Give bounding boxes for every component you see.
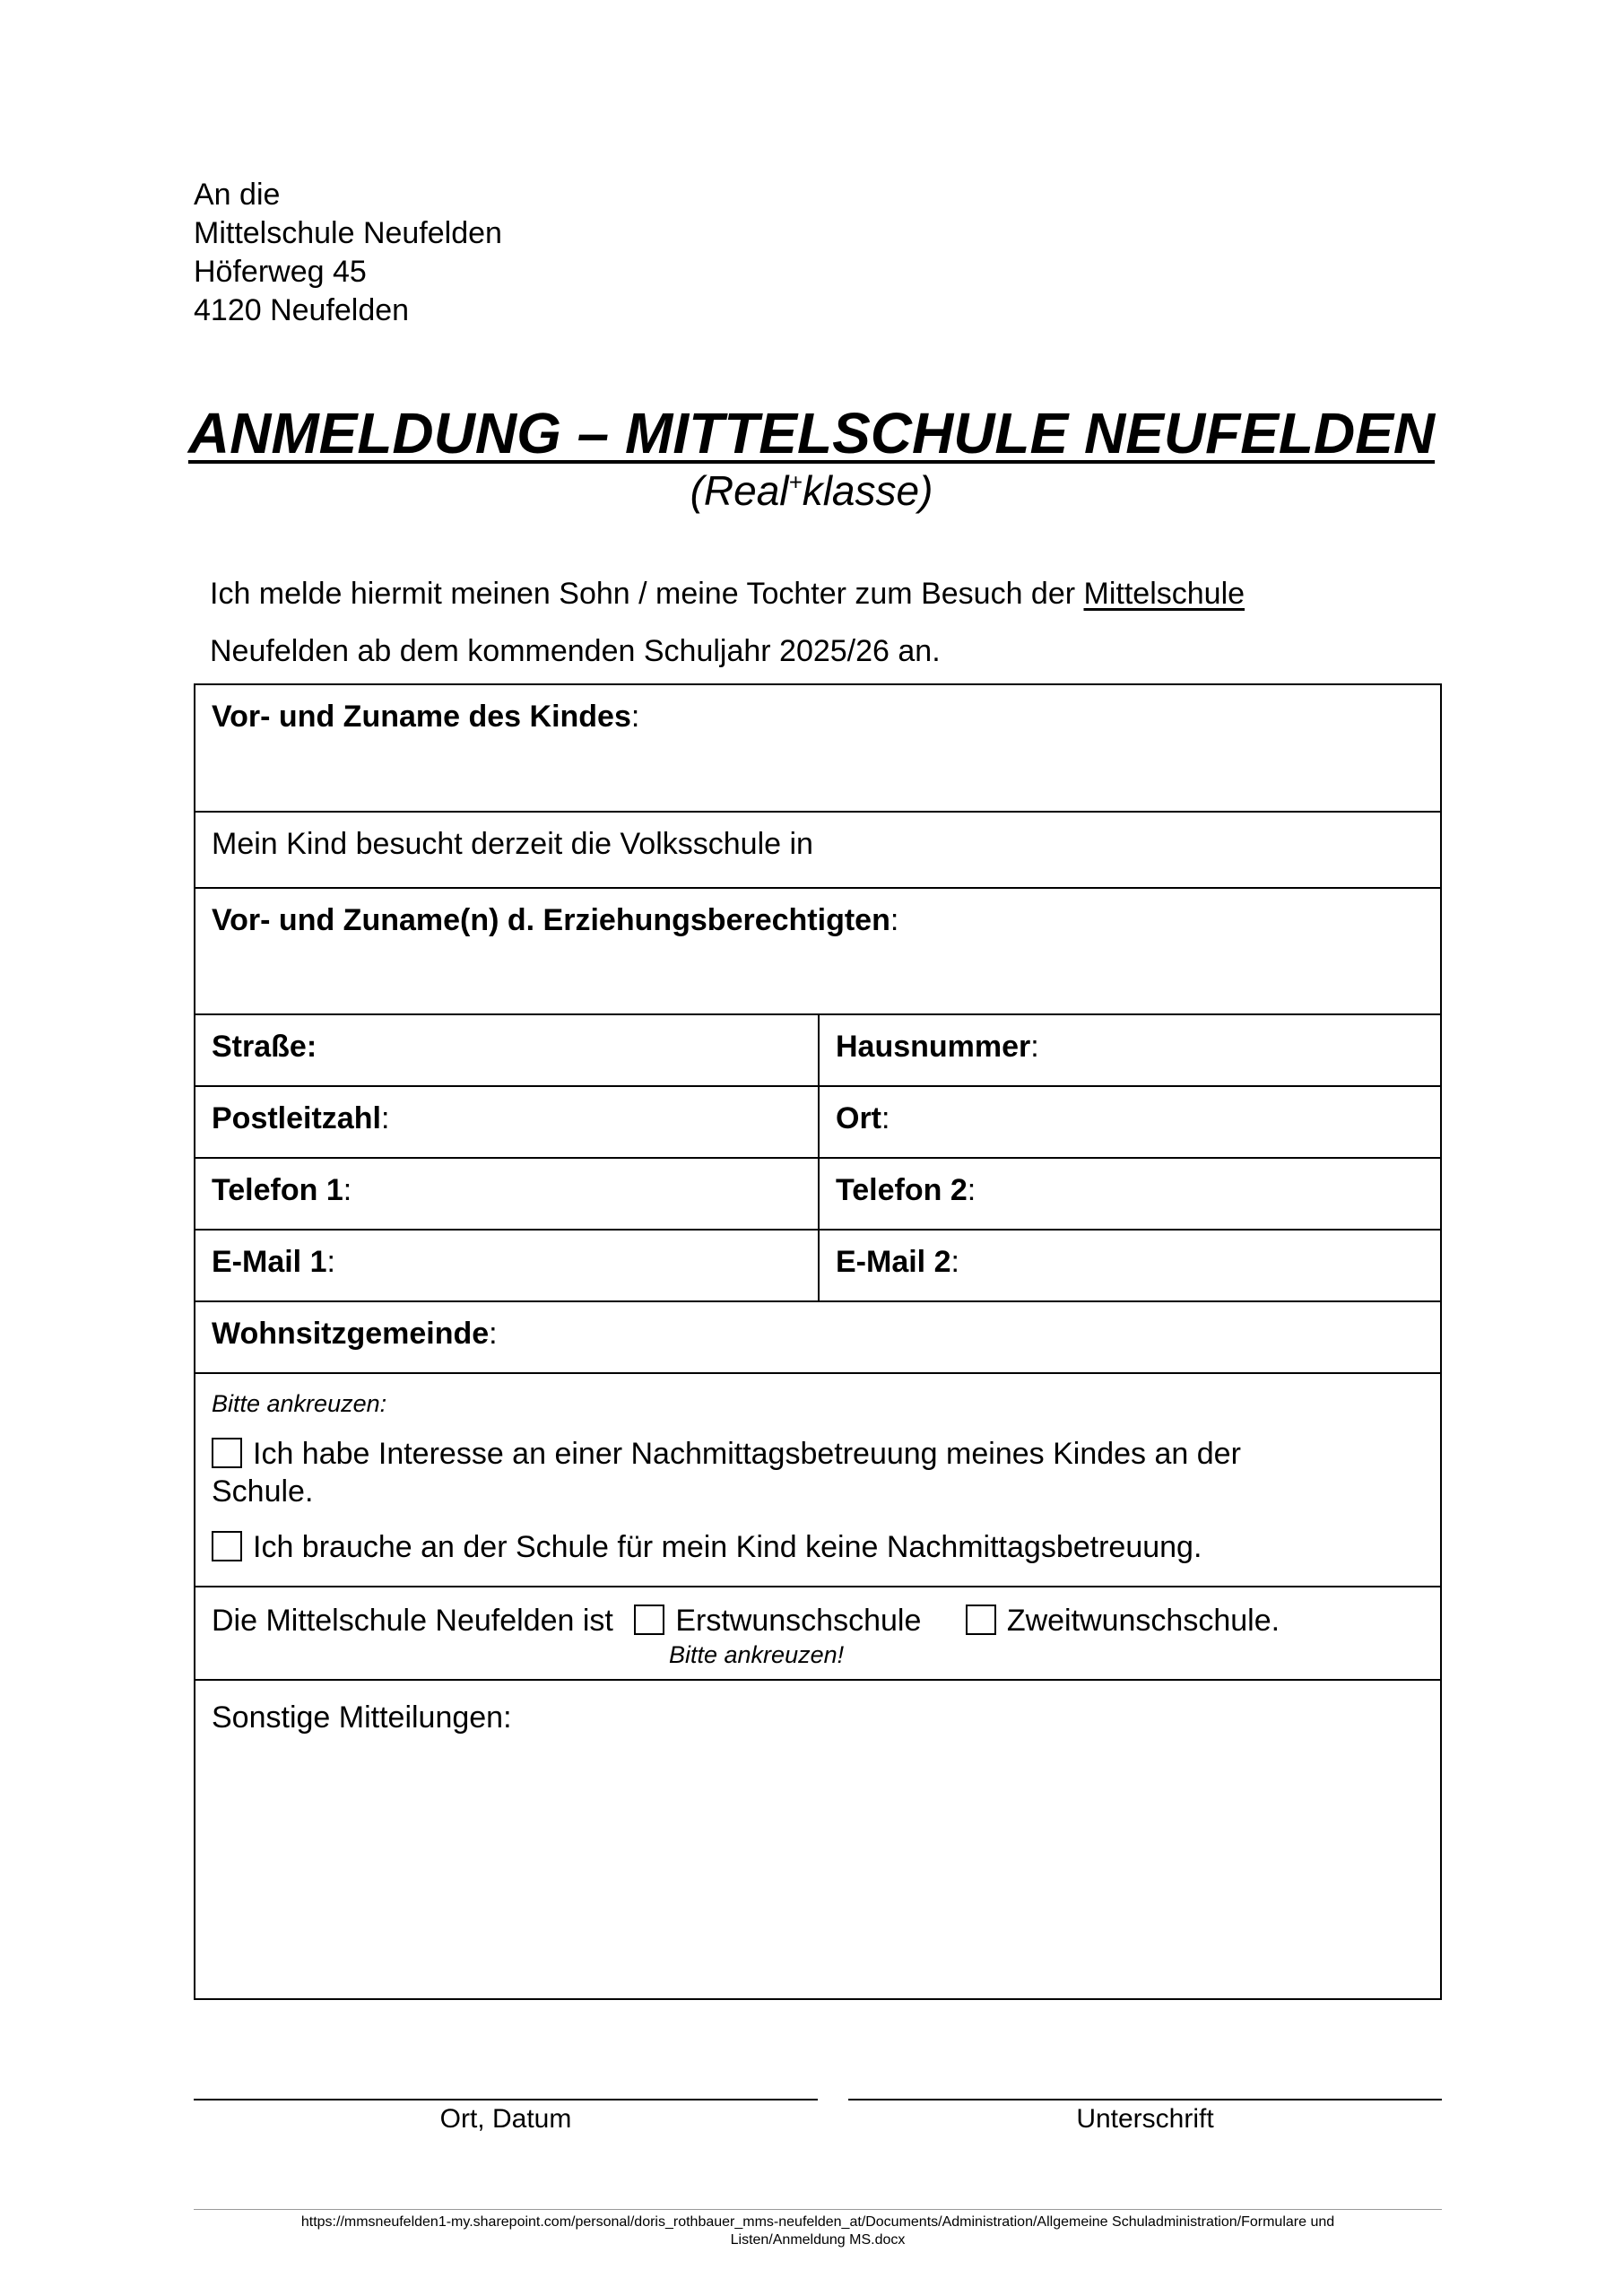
footer-line1: https://mmsneufelden1-my.sharepoint.com/personal/doris_rothbauer_mms-neufelden_at/Documents/Administration/Allgemeine Schuladministration/Formulare und — [300, 2214, 1335, 2230]
afternoon-care-section — [195, 1374, 1440, 1587]
option-afternoon-care — [212, 1435, 1241, 1510]
email1-label: E-Mail 1 — [212, 1245, 327, 1279]
colon: : — [967, 1173, 976, 1207]
preference-hint: Bitte ankreuzen! — [669, 1641, 845, 1668]
no-afternoon-care-checkbox[interactable] — [212, 1531, 242, 1561]
street-label: Straße: — [212, 1030, 317, 1064]
phone2-label: Telefon 2 — [836, 1173, 968, 1207]
place-date-label: Ort, Datum — [439, 2104, 572, 2134]
guardian-name-field[interactable] — [195, 889, 1440, 1015]
postal-code-field[interactable] — [195, 1087, 820, 1157]
signature-line — [848, 2099, 1442, 2100]
municipality-label: Wohnsitzgemeinde — [212, 1317, 490, 1351]
school-preference-section — [195, 1587, 1440, 1681]
address-line: 4120 Neufelden — [194, 293, 410, 327]
house-number-field[interactable] — [820, 1015, 1440, 1085]
messages-label: Sonstige Mitteilungen: — [212, 1700, 512, 1735]
municipality-field[interactable] — [195, 1302, 1440, 1374]
address-line: Mittelschule Neufelden — [194, 216, 502, 250]
child-name-label: Vor- und Zuname des Kindes — [212, 700, 631, 734]
first-choice-checkbox[interactable] — [634, 1605, 664, 1635]
current-school-label: Mein Kind besucht derzeit die Volksschule in — [212, 827, 813, 861]
phone1-label: Telefon 1 — [212, 1173, 343, 1207]
preference-label: Die Mittelschule Neufelden ist — [212, 1604, 613, 1638]
phone2-field[interactable] — [820, 1159, 1440, 1229]
page-title: ANMELDUNG – MITTELSCHULE NEUFELDEN — [187, 401, 1436, 465]
colon: : — [489, 1317, 498, 1351]
page-subtitle — [0, 466, 1623, 515]
recipient-address — [194, 176, 502, 330]
option-afternoon-line2: Schule. — [212, 1474, 314, 1509]
colon: : — [950, 1245, 959, 1279]
colon: : — [630, 700, 640, 734]
subtitle-post: klasse) — [802, 467, 933, 514]
address-line: Höferweg 45 — [194, 255, 367, 289]
email-row — [195, 1231, 1440, 1302]
subtitle-sup: + — [788, 468, 803, 496]
phone1-field[interactable] — [195, 1159, 820, 1229]
registration-form — [194, 683, 1442, 2000]
street-row — [195, 1015, 1440, 1087]
footer-line2: Listen/Anmeldung MS.docx — [730, 2232, 906, 2248]
colon: : — [326, 1245, 335, 1279]
street-field[interactable] — [195, 1015, 820, 1085]
colon: : — [1030, 1030, 1039, 1064]
colon: : — [890, 903, 899, 937]
email1-field[interactable] — [195, 1231, 820, 1300]
intro-line2: Neufelden ab dem kommenden Schuljahr 2025/26 an. — [210, 634, 941, 668]
email2-field[interactable] — [820, 1231, 1440, 1300]
tick-hint: Bitte ankreuzen: — [212, 1390, 387, 1417]
postal-row — [195, 1087, 1440, 1159]
city-field[interactable] — [820, 1087, 1440, 1157]
colon: : — [380, 1101, 390, 1135]
place-date-line — [194, 2099, 818, 2100]
colon: : — [881, 1101, 890, 1135]
address-line: An die — [194, 178, 281, 212]
city-label: Ort — [836, 1101, 881, 1135]
intro-underlined: Mittelschule — [1083, 577, 1245, 611]
postal-code-label: Postleitzahl — [212, 1101, 381, 1135]
document-footer — [194, 2209, 1442, 2249]
option-no-afternoon-care — [212, 1528, 1202, 1566]
phone-row — [195, 1159, 1440, 1231]
email2-label: E-Mail 2 — [836, 1245, 951, 1279]
afternoon-care-checkbox[interactable] — [212, 1438, 242, 1468]
child-name-field[interactable] — [195, 685, 1440, 813]
second-choice-checkbox[interactable] — [966, 1605, 996, 1635]
guardian-name-label: Vor- und Zuname(n) d. Erziehungsberechtigten — [212, 903, 890, 937]
first-choice-label: Erstwunschschule — [675, 1604, 922, 1638]
subtitle-pre: (Real — [690, 467, 789, 514]
option-no-afternoon-text: Ich brauche an der Schule für mein Kind keine Nachmittagsbetreuung. — [253, 1530, 1202, 1564]
second-choice-label: Zweitwunschschule. — [1006, 1604, 1280, 1638]
intro-line1: Ich melde hiermit meinen Sohn / meine Tochter zum Besuch der — [210, 577, 1084, 611]
colon: : — [343, 1173, 352, 1207]
house-number-label: Hausnummer — [836, 1030, 1031, 1064]
option-afternoon-line1: Ich habe Interesse an einer Nachmittagsbetreuung meines Kindes an der — [253, 1437, 1241, 1471]
current-school-field[interactable] — [195, 813, 1440, 889]
intro-text — [210, 565, 1245, 680]
messages-field[interactable] — [195, 1681, 1440, 1998]
signature-label: Unterschrift — [1076, 2104, 1214, 2134]
